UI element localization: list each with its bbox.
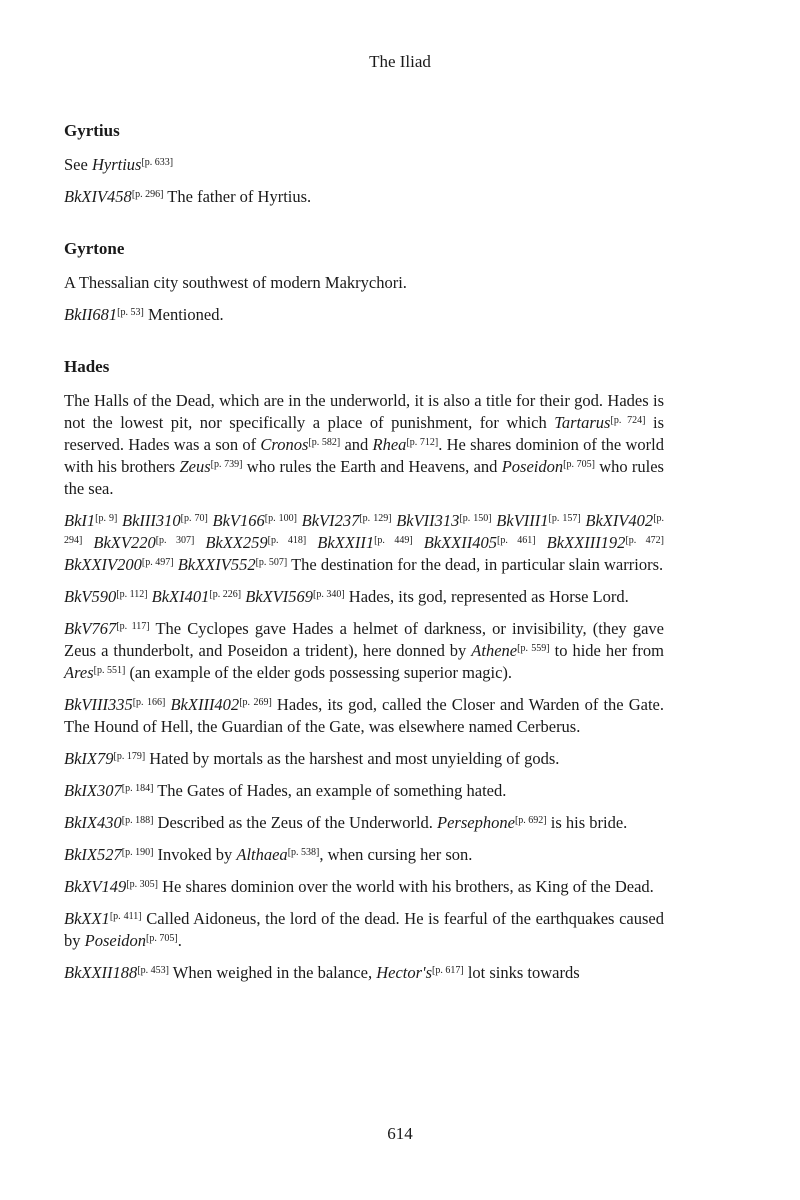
text-run: Hated by mortals as the harshest and most unyielding of gods. <box>145 749 560 768</box>
page-reference: [p. 739] <box>210 459 243 470</box>
page-reference: [p. 559] <box>517 643 550 654</box>
glossary-entry <box>64 238 664 326</box>
page-reference: [p. 705] <box>563 459 595 470</box>
text-run <box>306 533 317 552</box>
italic-citation: Hyrtius <box>91 155 142 174</box>
page-reference: [p. 461] <box>497 535 536 546</box>
page-reference: [p. 190] <box>121 847 154 858</box>
text-run <box>82 533 93 552</box>
entry-title: Hades <box>64 357 110 376</box>
entry-paragraph <box>64 510 664 576</box>
glossary-entry <box>64 120 664 208</box>
entry-title: Gyrtius <box>64 121 120 140</box>
entry-paragraph <box>64 876 664 898</box>
entry-paragraph <box>64 962 664 984</box>
text-run: to hide her from <box>549 641 664 660</box>
running-head: The Iliad <box>369 52 431 71</box>
text-run: Called Aidoneus, the lord of the dead. He is fearful of the earthquakes caused by <box>64 909 664 950</box>
page-reference: [p. 294] <box>64 513 665 546</box>
page-reference: [p. 692] <box>514 815 547 826</box>
page-reference: [p. 305] <box>126 879 158 890</box>
italic-citation: Poseidon <box>501 457 564 476</box>
italic-citation: BkXIV402 <box>585 511 654 530</box>
page-reference: [p. 453] <box>137 965 169 976</box>
text-run: Hades, its god, represented as Horse Lord. <box>344 587 629 606</box>
page-reference: [p. 633] <box>141 157 174 168</box>
entry-title: Gyrtone <box>64 239 125 258</box>
text-run: A Thessalian city southwest of modern Makrychori. <box>64 273 407 292</box>
italic-citation: BkIX79 <box>64 749 114 768</box>
page-reference: [p. 411] <box>109 911 142 922</box>
text-run: . He shares dominion of the world with his brothers <box>64 435 664 476</box>
page-reference: [p. 617] <box>432 965 464 976</box>
text-run: See <box>64 155 92 174</box>
text-run: . <box>177 931 182 950</box>
page-reference: [p. 179] <box>113 751 146 762</box>
page-reference: [p. 340] <box>313 589 345 600</box>
glossary-entry <box>64 356 664 984</box>
italic-citation: Poseidon <box>84 931 147 950</box>
page-reference: [p. 551] <box>93 665 126 676</box>
italic-citation: BkV767 <box>64 619 117 638</box>
italic-citation: Persephone <box>437 813 515 832</box>
page-reference: [p. 150] <box>459 513 492 524</box>
entry-paragraph <box>64 304 664 326</box>
text-run: When weighed in the balance, <box>168 963 377 982</box>
page-reference: [p. 112] <box>116 589 148 600</box>
page-number: 614 <box>387 1124 413 1143</box>
page-reference: [p. 70] <box>180 513 208 524</box>
page-reference: [p. 157] <box>548 513 581 524</box>
text-run: is reserved. Hades was a son of <box>64 413 664 454</box>
text-run: who rules the sea. <box>64 457 664 498</box>
text-run: The Cyclopes gave Hades a helmet of darkness, or invisibility, (they gave Zeus a thunderbolt, and Poseidon a trident), here donned by <box>64 619 664 660</box>
page-reference: [p. 712] <box>406 437 439 448</box>
italic-citation: BkIX430 <box>64 813 122 832</box>
italic-citation: BkXX259 <box>205 533 268 552</box>
italic-citation: BkVI237 <box>301 511 360 530</box>
page-reference: [p. 418] <box>267 535 307 546</box>
text-run <box>536 533 547 552</box>
text-run: (an example of the elder gods possessing superior magic). <box>125 663 513 682</box>
italic-citation: BkXXIV552 <box>177 555 256 574</box>
entry-paragraph <box>64 908 664 952</box>
entry-paragraph <box>64 390 664 500</box>
text-run <box>194 533 205 552</box>
page-reference: [p. 269] <box>239 697 272 708</box>
italic-citation: BkXXII405 <box>423 533 498 552</box>
page-reference: [p. 449] <box>374 535 413 546</box>
italic-citation: Cronos <box>260 435 309 454</box>
glossary-content <box>64 120 664 1014</box>
text-run: , when cursing her son. <box>319 845 473 864</box>
page-reference: [p. 100] <box>264 513 297 524</box>
text-run: The Halls of the Dead, which are in the underworld, it is also a title for their god. Hades is not the lowest pit, nor specifically a place of punishment, for which <box>64 391 664 432</box>
entry-paragraph <box>64 694 664 738</box>
italic-citation: BkIII310 <box>122 511 181 530</box>
italic-citation: BkXXII188 <box>64 963 138 982</box>
page-reference: [p. 705] <box>146 933 178 944</box>
text-run: Hades, its god, called the Closer and Warden of the Gate. The Hound of Hell, the Guardian of the Gate, was elsewhere named Cerberus. <box>64 695 664 736</box>
entry-paragraph <box>64 844 664 866</box>
page-reference: [p. 184] <box>121 783 154 794</box>
italic-citation: BkXX1 <box>64 909 110 928</box>
page-reference: [p. 166] <box>132 697 166 708</box>
italic-citation: BkIX527 <box>64 845 122 864</box>
entry-paragraph <box>64 780 664 802</box>
entry-paragraph <box>64 272 664 294</box>
italic-citation: Althaea <box>236 845 288 864</box>
text-run: lot sinks towards <box>463 963 580 982</box>
italic-citation: BkXXIV200 <box>64 555 142 574</box>
italic-citation: Tartarus <box>554 413 611 432</box>
text-run: is his bride. <box>546 813 628 832</box>
italic-citation: BkXVI569 <box>245 587 313 606</box>
page-reference: [p. 296] <box>131 189 164 200</box>
text-run: Invoked by <box>153 845 237 864</box>
entry-paragraph <box>64 812 664 834</box>
italic-citation: BkXIV458 <box>64 187 132 206</box>
italic-citation: Hector's <box>376 963 433 982</box>
page-reference: [p. 582] <box>308 437 341 448</box>
entry-paragraph <box>64 748 664 770</box>
page-reference: [p. 226] <box>209 589 242 600</box>
italic-citation: BkXV220 <box>93 533 156 552</box>
page-reference: [p. 538] <box>287 847 320 858</box>
page-reference: [p. 724] <box>610 415 646 426</box>
italic-citation: BkI1 <box>64 511 96 530</box>
italic-citation: BkXIII402 <box>170 695 240 714</box>
page-reference: [p. 53] <box>117 307 144 318</box>
italic-citation: BkVII313 <box>396 511 460 530</box>
italic-citation: BkVIII335 <box>64 695 133 714</box>
italic-citation: BkII681 <box>64 305 118 324</box>
page-reference: [p. 117] <box>116 621 150 632</box>
text-run: and <box>340 435 373 454</box>
italic-citation: BkXXIII192 <box>546 533 626 552</box>
italic-citation: BkV590 <box>64 587 117 606</box>
page-reference: [p. 9] <box>95 513 118 524</box>
page-reference: [p. 507] <box>255 557 288 568</box>
text-run: He shares dominion over the world with his brothers, as King of the Dead. <box>157 877 654 896</box>
italic-citation: BkIX307 <box>64 781 122 800</box>
text-run: The father of Hyrtius. <box>163 187 312 206</box>
italic-citation: Athene <box>471 641 518 660</box>
text-run: who rules the Earth and Heavens, and <box>242 457 502 476</box>
italic-citation: BkV166 <box>212 511 265 530</box>
page-reference: [p. 472] <box>625 535 665 546</box>
page-reference: [p. 188] <box>121 815 154 826</box>
italic-citation: Ares <box>64 663 94 682</box>
italic-citation: BkXXII1 <box>317 533 375 552</box>
page-reference: [p. 307] <box>155 535 195 546</box>
entry-paragraph <box>64 186 664 208</box>
entry-paragraph <box>64 586 664 608</box>
italic-citation: Zeus <box>179 457 211 476</box>
text-run: The Gates of Hades, an example of something hated. <box>153 781 507 800</box>
entry-paragraph <box>64 618 664 684</box>
italic-citation: Rhea <box>372 435 407 454</box>
italic-citation: BkVIII1 <box>496 511 549 530</box>
italic-citation: BkXV149 <box>64 877 127 896</box>
text-run: Mentioned. <box>143 305 224 324</box>
italic-citation: BkXI401 <box>151 587 210 606</box>
page-reference: [p. 129] <box>359 513 392 524</box>
text-run: Described as the Zeus of the Underworld. <box>153 813 438 832</box>
entry-paragraph <box>64 154 664 176</box>
page-reference: [p. 497] <box>141 557 174 568</box>
text-run <box>413 533 424 552</box>
text-run: The destination for the dead, in particular slain warriors. <box>287 555 664 574</box>
